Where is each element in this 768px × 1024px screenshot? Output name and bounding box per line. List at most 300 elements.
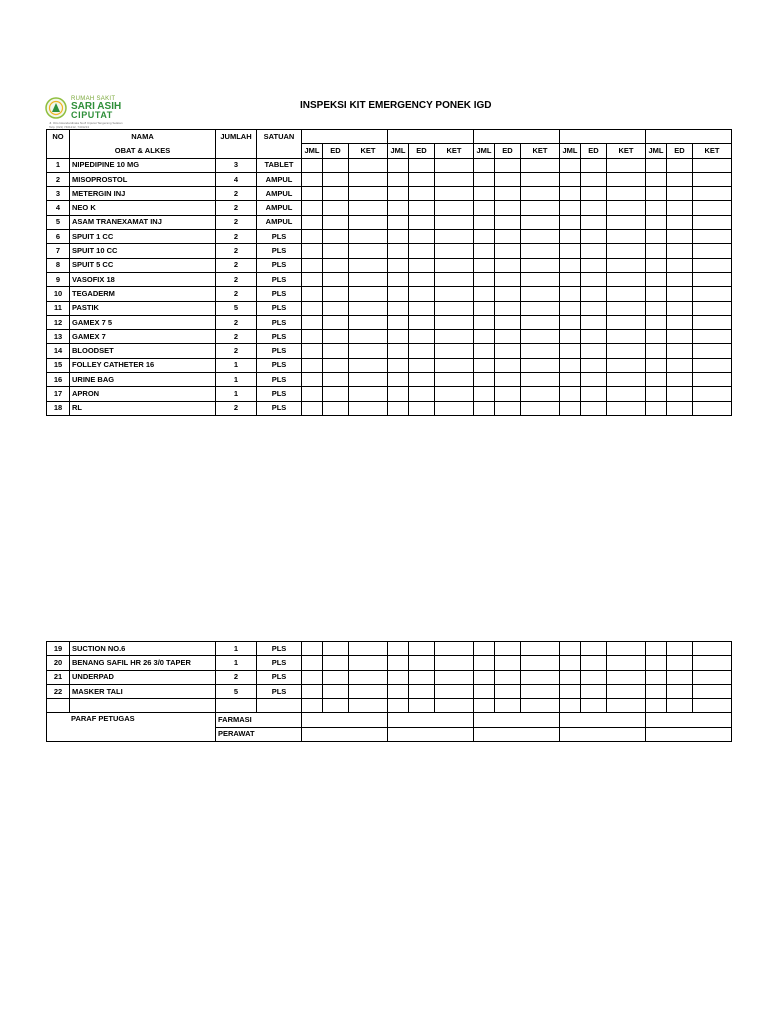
check-cell	[474, 244, 495, 258]
header-ed: ED	[667, 144, 693, 158]
check-cell	[495, 301, 521, 315]
check-cell	[607, 158, 646, 172]
check-cell	[409, 401, 435, 415]
check-cell	[581, 315, 607, 329]
check-cell	[323, 642, 349, 656]
check-cell	[607, 301, 646, 315]
item-name: NIPEDIPINE 10 MG	[70, 158, 216, 172]
check-cell	[349, 244, 388, 258]
header-no: NO	[47, 130, 70, 144]
check-cell	[323, 387, 349, 401]
check-cell	[388, 344, 409, 358]
check-cell	[560, 656, 581, 670]
header-jumlah-cont	[216, 144, 257, 158]
item-unit: AMPUL	[257, 187, 302, 201]
check-cell	[495, 215, 521, 229]
inspection-table	[46, 129, 732, 416]
check-cell	[560, 373, 581, 387]
check-cell	[607, 258, 646, 272]
inspection-table-continued	[46, 641, 732, 742]
check-cell	[409, 670, 435, 684]
check-cell	[409, 258, 435, 272]
check-cell	[693, 330, 732, 344]
check-cell	[474, 670, 495, 684]
item-name: PASTIK	[70, 301, 216, 315]
check-cell	[667, 215, 693, 229]
empty-cell	[70, 699, 216, 713]
table-row	[47, 215, 732, 229]
header-jml: JML	[560, 144, 581, 158]
check-cell	[323, 670, 349, 684]
header-jml: JML	[302, 144, 323, 158]
item-qty: 2	[216, 201, 257, 215]
check-cell	[302, 670, 323, 684]
check-cell	[388, 230, 409, 244]
header-satuan-cont	[257, 144, 302, 158]
check-cell	[302, 315, 323, 329]
item-no: 13	[47, 330, 70, 344]
check-cell	[495, 287, 521, 301]
inspection-date-cell	[302, 130, 388, 144]
check-cell	[560, 272, 581, 286]
item-name: SUCTION NO.6	[70, 642, 216, 656]
item-name: NEO K	[70, 201, 216, 215]
check-cell	[323, 287, 349, 301]
check-cell	[646, 215, 667, 229]
check-cell	[302, 244, 323, 258]
check-cell	[693, 358, 732, 372]
check-cell	[581, 301, 607, 315]
check-cell	[495, 201, 521, 215]
check-cell	[349, 358, 388, 372]
check-cell	[435, 684, 474, 698]
check-cell	[302, 330, 323, 344]
empty-cell	[47, 699, 70, 713]
check-cell	[474, 387, 495, 401]
check-cell	[388, 699, 409, 713]
signature-cell	[388, 713, 474, 727]
check-cell	[667, 684, 693, 698]
check-cell	[349, 187, 388, 201]
check-cell	[495, 358, 521, 372]
item-no: 2	[47, 172, 70, 186]
check-cell	[302, 201, 323, 215]
check-cell	[302, 258, 323, 272]
check-cell	[581, 670, 607, 684]
check-cell	[349, 301, 388, 315]
check-cell	[581, 215, 607, 229]
check-cell	[693, 344, 732, 358]
signature-cell	[560, 713, 646, 727]
check-cell	[495, 172, 521, 186]
check-cell	[349, 201, 388, 215]
signature-cell	[560, 727, 646, 741]
item-no: 1	[47, 158, 70, 172]
item-qty: 2	[216, 401, 257, 415]
check-cell	[302, 684, 323, 698]
check-cell	[388, 201, 409, 215]
item-name: UNDERPAD	[70, 670, 216, 684]
table-row	[47, 401, 732, 415]
check-cell	[646, 287, 667, 301]
check-cell	[667, 642, 693, 656]
check-cell	[521, 656, 560, 670]
check-cell	[495, 656, 521, 670]
check-cell	[323, 315, 349, 329]
check-cell	[560, 301, 581, 315]
item-no: 11	[47, 301, 70, 315]
check-cell	[693, 172, 732, 186]
check-cell	[495, 387, 521, 401]
check-cell	[521, 358, 560, 372]
check-cell	[435, 215, 474, 229]
check-cell	[302, 287, 323, 301]
item-qty: 1	[216, 642, 257, 656]
item-qty: 2	[216, 287, 257, 301]
check-cell	[474, 358, 495, 372]
check-cell	[560, 670, 581, 684]
table-row	[47, 670, 732, 684]
check-cell	[409, 230, 435, 244]
check-cell	[667, 656, 693, 670]
item-no: 22	[47, 684, 70, 698]
item-no: 19	[47, 642, 70, 656]
item-unit: PLS	[257, 670, 302, 684]
check-cell	[349, 387, 388, 401]
item-name: MISOPROSTOL	[70, 172, 216, 186]
check-cell	[607, 670, 646, 684]
check-cell	[302, 158, 323, 172]
check-cell	[693, 158, 732, 172]
check-cell	[560, 358, 581, 372]
check-cell	[560, 230, 581, 244]
check-cell	[667, 187, 693, 201]
check-cell	[607, 244, 646, 258]
header-jml: JML	[388, 144, 409, 158]
check-cell	[323, 301, 349, 315]
check-cell	[607, 172, 646, 186]
check-cell	[581, 656, 607, 670]
hospital-emblem-icon	[45, 97, 67, 119]
item-unit: PLS	[257, 330, 302, 344]
table-row	[47, 656, 732, 670]
check-cell	[607, 330, 646, 344]
check-cell	[323, 344, 349, 358]
check-cell	[349, 684, 388, 698]
check-cell	[521, 215, 560, 229]
item-unit: PLS	[257, 642, 302, 656]
check-cell	[693, 201, 732, 215]
check-cell	[409, 315, 435, 329]
check-cell	[435, 201, 474, 215]
check-cell	[349, 172, 388, 186]
item-qty: 2	[216, 330, 257, 344]
check-cell	[581, 344, 607, 358]
check-cell	[349, 373, 388, 387]
check-cell	[560, 244, 581, 258]
check-cell	[323, 330, 349, 344]
check-cell	[323, 215, 349, 229]
table-row	[47, 158, 732, 172]
check-cell	[323, 656, 349, 670]
check-cell	[521, 158, 560, 172]
check-cell	[388, 684, 409, 698]
item-qty: 2	[216, 670, 257, 684]
check-cell	[607, 187, 646, 201]
check-cell	[581, 172, 607, 186]
check-cell	[521, 670, 560, 684]
item-qty: 2	[216, 187, 257, 201]
check-cell	[302, 373, 323, 387]
item-qty: 2	[216, 258, 257, 272]
item-unit: AMPUL	[257, 172, 302, 186]
check-cell	[435, 401, 474, 415]
header-jumlah: JUMLAH	[216, 130, 257, 144]
item-name: BENANG SAFIL HR 26 3/0 TAPER	[70, 656, 216, 670]
check-cell	[495, 272, 521, 286]
check-cell	[560, 215, 581, 229]
check-cell	[607, 315, 646, 329]
check-cell	[409, 187, 435, 201]
check-cell	[521, 301, 560, 315]
perawat-label: PERAWAT	[216, 727, 302, 741]
table-row	[47, 315, 732, 329]
item-qty: 1	[216, 373, 257, 387]
check-cell	[349, 215, 388, 229]
check-cell	[323, 201, 349, 215]
item-no: 8	[47, 258, 70, 272]
check-cell	[581, 272, 607, 286]
check-cell	[646, 187, 667, 201]
check-cell	[435, 373, 474, 387]
check-cell	[409, 684, 435, 698]
check-cell	[667, 230, 693, 244]
check-cell	[409, 344, 435, 358]
check-cell	[302, 215, 323, 229]
check-cell	[474, 201, 495, 215]
check-cell	[323, 172, 349, 186]
header-ed: ED	[495, 144, 521, 158]
item-unit: PLS	[257, 344, 302, 358]
check-cell	[409, 272, 435, 286]
item-no: 17	[47, 387, 70, 401]
check-cell	[521, 272, 560, 286]
table-row	[47, 642, 732, 656]
check-cell	[693, 244, 732, 258]
check-cell	[581, 287, 607, 301]
item-qty: 5	[216, 684, 257, 698]
check-cell	[495, 401, 521, 415]
check-cell	[560, 684, 581, 698]
check-cell	[302, 642, 323, 656]
check-cell	[323, 684, 349, 698]
check-cell	[581, 158, 607, 172]
check-cell	[474, 215, 495, 229]
check-cell	[560, 158, 581, 172]
item-unit: PLS	[257, 387, 302, 401]
item-no: 16	[47, 373, 70, 387]
item-qty: 1	[216, 358, 257, 372]
check-cell	[349, 287, 388, 301]
check-cell	[646, 684, 667, 698]
check-cell	[693, 287, 732, 301]
check-cell	[607, 230, 646, 244]
check-cell	[323, 158, 349, 172]
item-name: VASOFIX 18	[70, 272, 216, 286]
check-cell	[560, 172, 581, 186]
check-cell	[646, 315, 667, 329]
item-unit: AMPUL	[257, 201, 302, 215]
check-cell	[474, 315, 495, 329]
check-cell	[435, 642, 474, 656]
item-unit: PLS	[257, 684, 302, 698]
check-cell	[667, 272, 693, 286]
item-no: 14	[47, 344, 70, 358]
check-cell	[409, 330, 435, 344]
check-cell	[388, 373, 409, 387]
inspection-date-cell	[388, 130, 474, 144]
check-cell	[693, 258, 732, 272]
table-row	[47, 187, 732, 201]
check-cell	[474, 272, 495, 286]
check-cell	[646, 344, 667, 358]
signature-row	[47, 713, 732, 727]
check-cell	[302, 656, 323, 670]
header-ket: KET	[607, 144, 646, 158]
check-cell	[495, 315, 521, 329]
check-cell	[607, 272, 646, 286]
check-cell	[521, 699, 560, 713]
check-cell	[409, 373, 435, 387]
check-cell	[495, 699, 521, 713]
check-cell	[646, 258, 667, 272]
check-cell	[435, 315, 474, 329]
check-cell	[349, 344, 388, 358]
check-cell	[474, 344, 495, 358]
check-cell	[667, 201, 693, 215]
check-cell	[581, 699, 607, 713]
check-cell	[495, 258, 521, 272]
check-cell	[560, 344, 581, 358]
check-cell	[388, 315, 409, 329]
check-cell	[323, 258, 349, 272]
item-qty: 1	[216, 656, 257, 670]
item-qty: 3	[216, 158, 257, 172]
table-row	[47, 330, 732, 344]
logo-phone: Telp. (021) 7401212, 7401213	[49, 125, 90, 129]
logo-line-2: SARI ASIH	[71, 101, 122, 112]
logo-line-1: RUMAH SAKIT	[71, 96, 116, 102]
check-cell	[521, 201, 560, 215]
check-cell	[607, 215, 646, 229]
table-row	[47, 244, 732, 258]
check-cell	[495, 670, 521, 684]
check-cell	[646, 330, 667, 344]
check-cell	[323, 230, 349, 244]
check-cell	[388, 287, 409, 301]
check-cell	[646, 401, 667, 415]
item-no: 3	[47, 187, 70, 201]
check-cell	[607, 344, 646, 358]
check-cell	[302, 272, 323, 286]
signature-cell	[474, 713, 560, 727]
item-name: TEGADERM	[70, 287, 216, 301]
item-no: 9	[47, 272, 70, 286]
check-cell	[646, 387, 667, 401]
check-cell	[693, 670, 732, 684]
table-row	[47, 172, 732, 186]
check-cell	[474, 258, 495, 272]
check-cell	[581, 401, 607, 415]
check-cell	[435, 699, 474, 713]
check-cell	[667, 287, 693, 301]
check-cell	[646, 670, 667, 684]
check-cell	[521, 187, 560, 201]
header-jml: JML	[646, 144, 667, 158]
check-cell	[388, 301, 409, 315]
check-cell	[560, 187, 581, 201]
check-cell	[495, 230, 521, 244]
check-cell	[607, 684, 646, 698]
check-cell	[693, 215, 732, 229]
check-cell	[495, 330, 521, 344]
check-cell	[349, 699, 388, 713]
table-row	[47, 344, 732, 358]
check-cell	[435, 287, 474, 301]
check-cell	[474, 230, 495, 244]
check-cell	[388, 330, 409, 344]
logo-line-3: CIPUTAT	[71, 110, 113, 120]
check-cell	[388, 272, 409, 286]
item-qty: 2	[216, 230, 257, 244]
check-cell	[581, 684, 607, 698]
check-cell	[581, 230, 607, 244]
header-row	[47, 144, 732, 158]
check-cell	[409, 387, 435, 401]
check-cell	[560, 699, 581, 713]
check-cell	[302, 230, 323, 244]
item-unit: PLS	[257, 230, 302, 244]
item-name: MASKER TALI	[70, 684, 216, 698]
check-cell	[560, 330, 581, 344]
check-cell	[607, 287, 646, 301]
check-cell	[693, 642, 732, 656]
check-cell	[388, 358, 409, 372]
check-cell	[560, 315, 581, 329]
signature-cell	[646, 713, 732, 727]
check-cell	[388, 670, 409, 684]
check-cell	[302, 699, 323, 713]
header-row	[47, 130, 732, 144]
header-jml: JML	[474, 144, 495, 158]
check-cell	[521, 344, 560, 358]
item-unit: PLS	[257, 656, 302, 670]
logo-address: Jl. Otto Iskandardinata No.8 Ciputat Tangerang Selatan	[49, 121, 123, 125]
item-no: 7	[47, 244, 70, 258]
table-row	[47, 358, 732, 372]
check-cell	[521, 373, 560, 387]
check-cell	[495, 344, 521, 358]
check-cell	[435, 172, 474, 186]
check-cell	[474, 187, 495, 201]
check-cell	[388, 258, 409, 272]
table-row	[47, 201, 732, 215]
check-cell	[581, 258, 607, 272]
item-name: BLOODSET	[70, 344, 216, 358]
item-no: 21	[47, 670, 70, 684]
item-unit: PLS	[257, 272, 302, 286]
header-obat-alkes: OBAT & ALKES	[70, 144, 216, 158]
